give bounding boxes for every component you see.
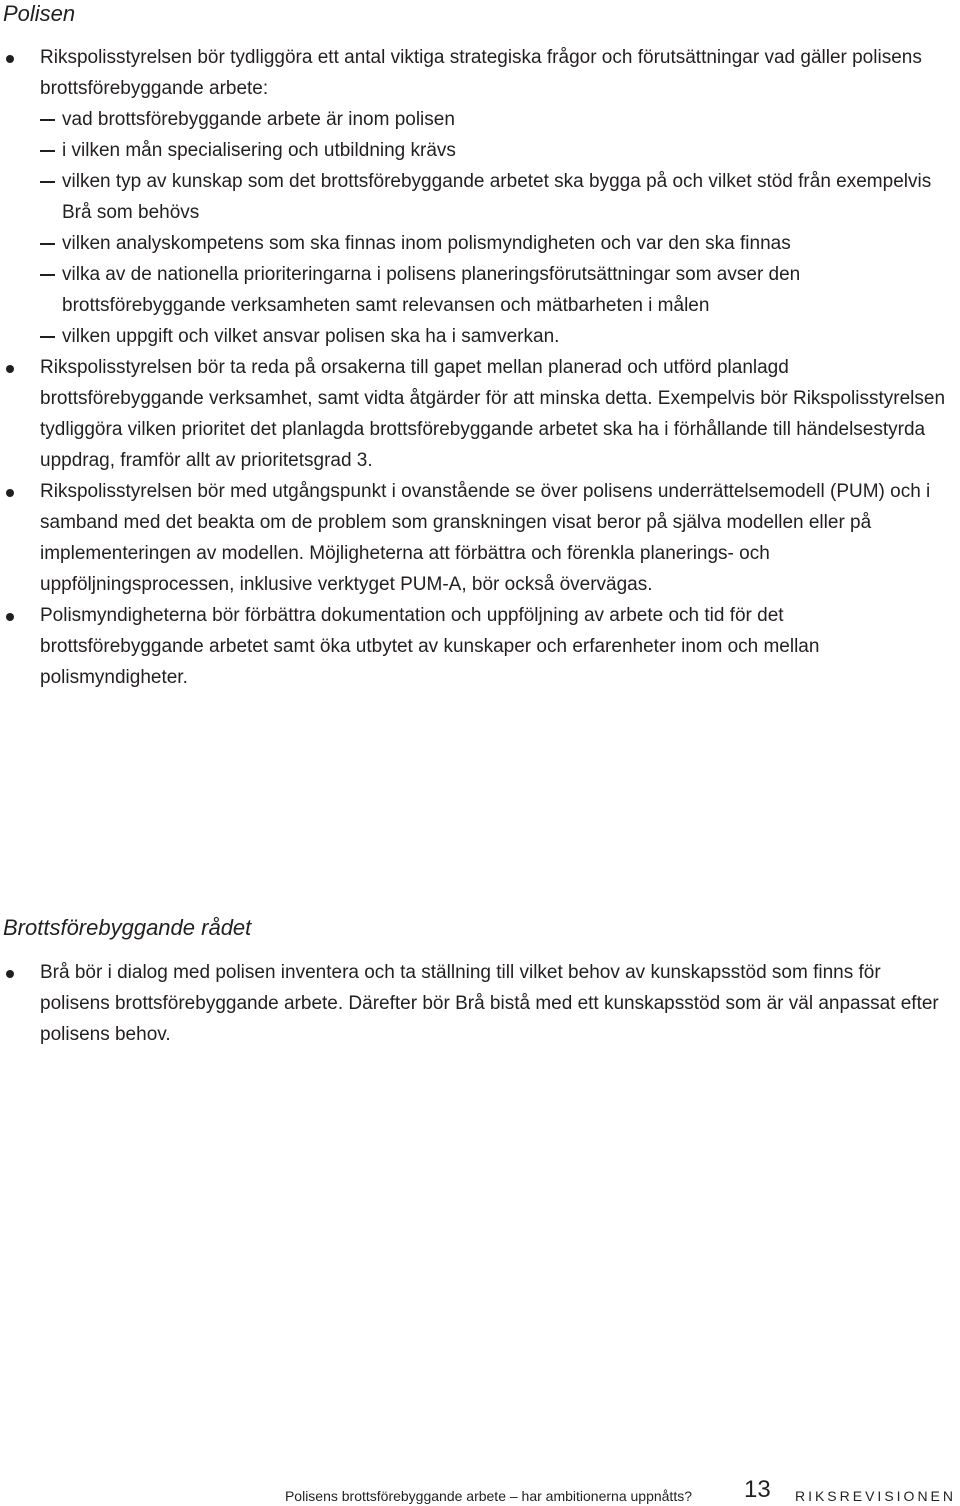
strategic-questions-sublist [40, 104, 945, 352]
sub-list-item-text: vilka av de nationella prioriteringarna i polisens planeringsförutsättningar som avser den brottsförebyggande verksamheten samt relevansen och mätbarheten i målen [62, 264, 801, 316]
dash-icon [40, 243, 55, 245]
list-item-text: Rikspolisstyrelsen bör ta reda på orsakerna till gapet mellan planerad och utförd planlagd brottsförebyggande verksamhet, samt vidta åtgärder för att minska detta. Exempelvis bör Rikspolisstyrelsen tydliggöra vilken prioritet det planlagda brottsförebyggande arbetet ska ha i förhållande till händelsestyrda uppdrag, framför allt av prioritetsgrad 3. [40, 357, 946, 471]
recommendation-list-bra [40, 957, 945, 1050]
dash-icon [40, 274, 55, 276]
sub-list-item-text: vilken analyskompetens som ska finnas inom polismyndigheten och var den ska finnas [62, 233, 791, 254]
page-number: 13 [744, 1476, 771, 1503]
dash-icon [40, 150, 55, 152]
sub-list-item [40, 228, 945, 259]
section-heading-polisen: Polisen [3, 1, 76, 26]
sub-list-item [40, 259, 945, 321]
list-item [40, 42, 945, 352]
bullet-icon [6, 970, 14, 978]
bullet-icon [6, 55, 14, 63]
recommendation-list-polisen [40, 42, 945, 693]
list-item [40, 957, 945, 1050]
bullet-icon [6, 365, 14, 373]
footer-report-title: Polisens brottsförebyggande arbete – har ambitionerna uppnåtts? [284, 1488, 692, 1504]
sub-list-item-text: vilken typ av kunskap som det brottsförebyggande arbetet ska bygga på och vilket stöd från exempelvis Brå som behövs [62, 171, 932, 223]
list-item-text: Rikspolisstyrelsen bör med utgångspunkt i ovanstående se över polisens underrättelsemodell (PUM) och i samband med det beakta om de problem som granskningen visat beror på själva modellen eller på implementeringen av modellen. Möjligheterna att förbättra och förenkla planerings- och uppföljningsprocessen, inklusive verktyget PUM-A, bör också övervägas. [40, 481, 931, 595]
dash-icon [40, 181, 55, 183]
page-footer [0, 1474, 960, 1506]
sub-list-item-text: vilken uppgift och vilket ansvar polisen ska ha i samverkan. [62, 326, 560, 347]
sub-list-item [40, 166, 945, 228]
list-item-text: Brå bör i dialog med polisen inventera och ta ställning till vilket behov av kunskapsstöd som finns för polisens brottsförebyggande arbete. Därefter bör Brå bistå med ett kunskapsstöd som är väl anpassat efter polisens behov. [40, 962, 939, 1045]
sub-list-item-text: vad brottsförebyggande arbete är inom polisen [62, 109, 455, 130]
list-item-text: Polismyndigheterna bör förbättra dokumentation och uppföljning av arbete och tid för det brottsförebyggande arbetet samt öka utbytet av kunskaper och erfarenheter inom och mellan polismyndigheter. [40, 605, 820, 688]
bullet-icon [6, 613, 14, 621]
list-item [40, 352, 945, 476]
dash-icon [40, 336, 55, 338]
sub-list-item [40, 135, 945, 166]
list-item [40, 476, 945, 600]
section-heading-bra: Brottsförebyggande rådet [3, 915, 252, 940]
dash-icon [40, 119, 55, 121]
list-item-text: Rikspolisstyrelsen bör tydliggöra ett antal viktiga strategiska frågor och förutsättningar vad gäller polisens brottsförebyggande arbete: [40, 47, 922, 99]
sub-list-item-text: i vilken mån specialisering och utbildning krävs [62, 140, 456, 161]
list-item [40, 600, 945, 693]
bullet-icon [6, 489, 14, 497]
sub-list-item [40, 104, 945, 135]
sub-list-item [40, 321, 945, 352]
footer-organization: RIKSREVISIONEN [794, 1488, 956, 1504]
